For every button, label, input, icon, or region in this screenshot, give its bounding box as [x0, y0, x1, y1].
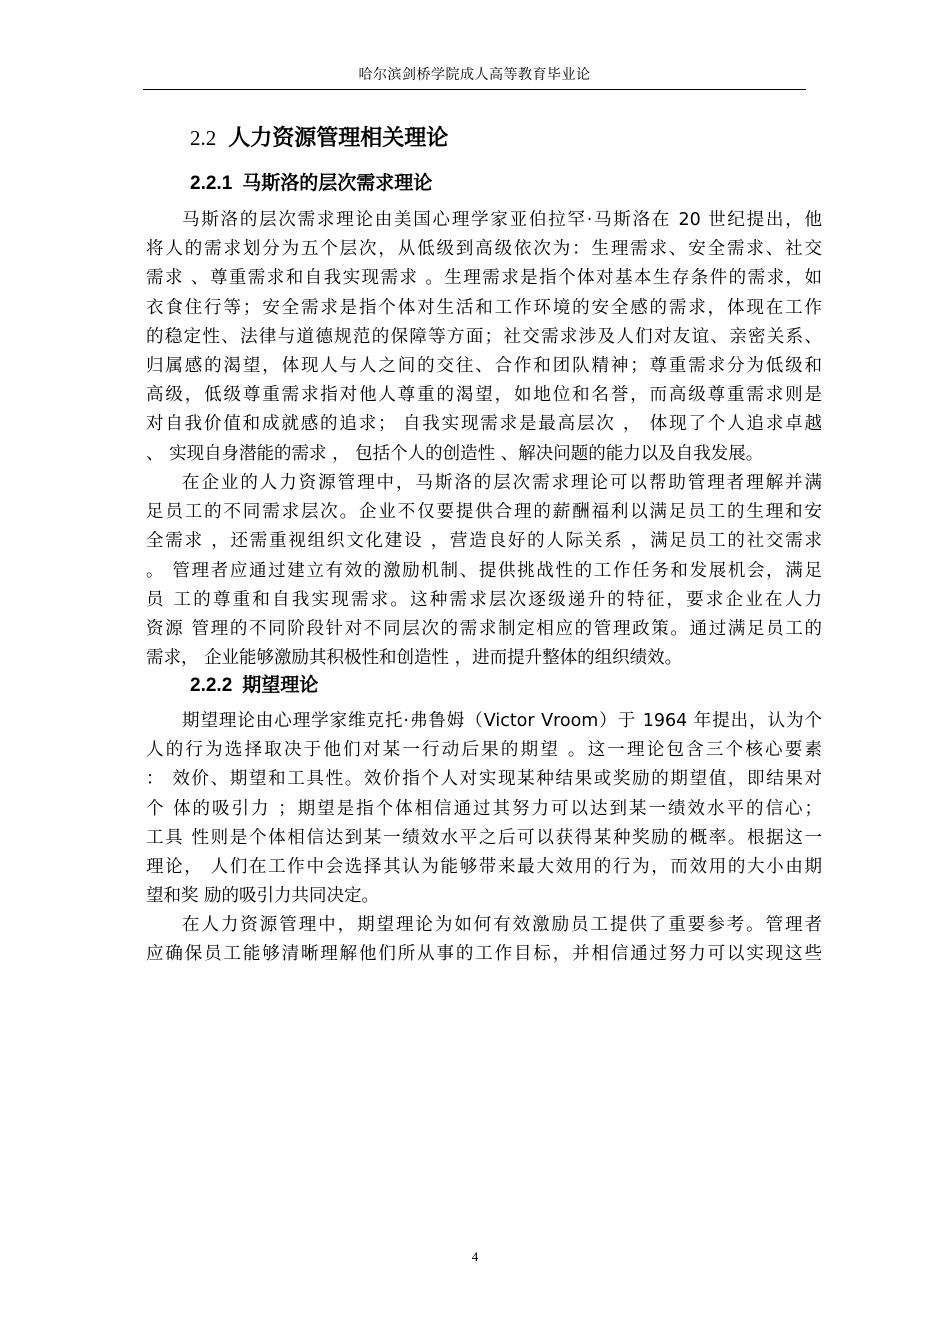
paragraph-expectancy-application — [146, 911, 822, 969]
text-line: 、 实现自身潜能的需求 ， 包括个人的创造性 、解决问题的能力以及自我发展。 — [146, 443, 764, 464]
subsection-title: 马斯洛的层次需求理论 — [242, 172, 433, 194]
text-line: 马斯洛的层次需求理论由美国心理学家亚伯拉罕·马斯洛在 20 世纪提出，他 — [182, 210, 822, 230]
paragraph-maslow-application — [146, 469, 822, 673]
text-line: 将人的需求划分为五个层次，从低级到高级依次为：生理需求、安全需求、社交 — [146, 239, 822, 260]
text-line: 在人力资源管理中，期望理论为如何有效激励员工提供了重要参考。管理者 — [182, 915, 822, 935]
text-line: 理论， 人们在工作中会选择其认为能够带来最大效用的行为，而效用的大小由期 — [146, 857, 822, 878]
text-line: 应确保员工能够清晰理解他们所从事的工作目标，并相信通过努力可以实现这些 — [146, 944, 822, 965]
text-line: 全需求 ，还需重视组织文化建设 ，营造良好的人际关系 ，满足员工的社交需求 — [146, 531, 822, 552]
header-rule — [143, 89, 806, 90]
text-line: 资源 管理的不同阶段针对不同层次的需求制定相应的管理政策。通过满足员工的 — [146, 619, 822, 640]
subsection-heading-2-2-2 — [190, 670, 318, 697]
text-line: 对自我价值和成就感的追求； 自我实现需求是最高层次 ， 体现了个人追求卓越 — [146, 414, 822, 435]
text-line: 需求， 企业能够激励其积极性和创造性 ，进而提升整体的组织绩效。 — [146, 648, 683, 669]
text-line: 望和奖 励的吸引力共同决定。 — [146, 886, 380, 907]
subsection-title: 期望理论 — [242, 674, 319, 696]
text-line: 个 体的吸引力 ；期望是指个体相信通过其努力可以达到某一绩效水平的信心； — [146, 798, 822, 819]
text-line: ： 效价、期望和工具性。效价指个人对实现某种结果或奖励的期望值，即结果对 — [146, 769, 822, 790]
page-header: 哈尔滨剑桥学院成人高等教育毕业论 — [358, 67, 591, 83]
text-line: 的稳定性、法律与道德规范的保障等方面；社交需求涉及人们对友谊、亲密关系、 — [146, 326, 822, 347]
text-line: 高级，低级尊重需求指对他人尊重的渴望，如地位和名誉，而高级尊重需求则是 — [146, 385, 822, 406]
subsection-number: 2.2.1 — [190, 173, 233, 194]
text-line: 足员工的不同需求层次。企业不仅要提供合理的薪酬福利以满足员工的生理和安 — [146, 502, 822, 523]
text-line: 归属感的渴望，体现人与人之间的交往、合作和团队精神；尊重需求分为低级和 — [146, 356, 822, 377]
text-line: 衣食住行等；安全需求是指个体对生活和工作环境的安全感的需求，体现在工作 — [146, 297, 822, 318]
page-number: 4 — [471, 1249, 479, 1264]
section-title: 人力资源管理相关理论 — [228, 126, 449, 151]
subsection-number: 2.2.2 — [190, 675, 233, 696]
paragraph-expectancy-definition — [146, 707, 822, 911]
section-heading — [190, 121, 448, 152]
subsection-heading-2-2-1 — [190, 168, 432, 195]
text-line: 。 管理者应通过建立有效的激励机制、提供挑战性的工作任务和发展机会，满足 — [146, 560, 822, 581]
text-line: 工具 性则是个体相信达到某一绩效水平之后可以获得某种奖励的概率。根据这一 — [146, 827, 822, 848]
text-line: 在企业的人力资源管理中，马斯洛的层次需求理论可以帮助管理者理解并满 — [182, 473, 822, 493]
paragraph-maslow-definition — [146, 206, 822, 469]
text-line: 人的行为选择取决于他们对某一行动后果的期望 。这一理论包含三个核心要素 — [146, 740, 822, 761]
text-line: 期望理论由心理学家维克托·弗鲁姆（Victor Vroom）于 1964 年提出，认为个 — [182, 711, 822, 731]
text-line: 员 工的尊重和自我实现需求。这种需求层次逐级递升的特征，要求企业在人力 — [146, 589, 822, 610]
text-line: 需求 、尊重需求和自我实现需求 。生理需求是指个体对基本生存条件的需求，如 — [146, 268, 822, 289]
section-number: 2.2 — [190, 126, 217, 150]
